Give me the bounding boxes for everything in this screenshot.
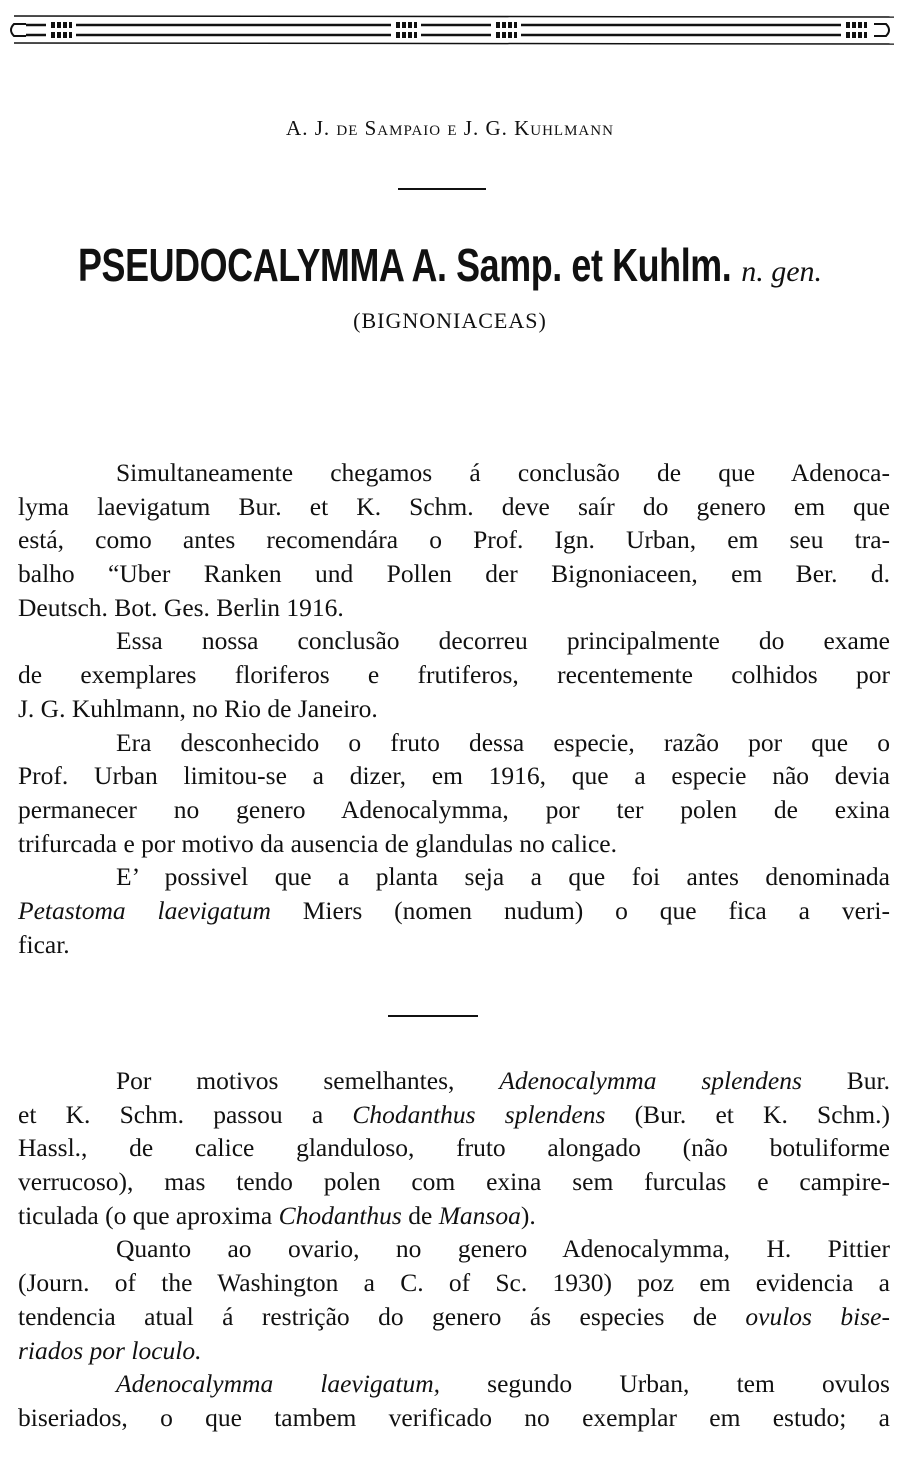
text-segment: ficar. xyxy=(18,929,70,959)
text-segment: trifurcada e por motivo da ausencia de glandulas no calice. xyxy=(18,828,618,858)
text-segment: verrucoso), mas tendo polen com exina sem furculas e campire- xyxy=(18,1167,890,1197)
text-line xyxy=(18,557,890,591)
text-line xyxy=(18,1232,890,1266)
text-line xyxy=(18,726,890,760)
text-segment: de exemplares floriferos e frutiferos, recentemente colhidos por xyxy=(18,660,890,690)
text-line xyxy=(18,1300,890,1334)
text-line xyxy=(18,591,890,625)
text-segment: permanecer no genero Adenocalymma, por ter polen de exina xyxy=(18,794,890,824)
text-segment: segundo Urban, tem ovulos xyxy=(440,1369,890,1399)
text-segment: J. G. Kuhlmann, no Rio de Janeiro. xyxy=(18,693,378,723)
text-line xyxy=(18,793,890,827)
text-line xyxy=(18,456,890,490)
text-segment: Quanto ao ovario, no genero Adenocalymma, H. Pittier xyxy=(116,1234,890,1264)
text-segment: (Journ. of the Washington a C. of Sc. 1930) poz em evidencia a xyxy=(18,1268,890,1298)
divider xyxy=(388,1015,478,1017)
divider xyxy=(398,188,486,190)
italic-text: ovulos bise- xyxy=(745,1301,890,1331)
text-segment: lyma laevigatum Bur. et K. Schm. deve saír do genero em que xyxy=(18,491,890,521)
text-segment: está, como antes recomendára o Prof. Ign. Urban, em seu tra- xyxy=(18,525,890,555)
text-segment: Bur. xyxy=(801,1066,891,1095)
genus-title: PSEUDOCALYMMA A. Samp. et Kuhlm. xyxy=(77,239,732,291)
text-segment: balho “Uber Ranken und Pollen der Bignoniaceen, em Ber. d. xyxy=(18,559,890,589)
italic-text: riados por loculo. xyxy=(18,1335,202,1365)
text-segment: Miers (nomen nudum) o que fica a veri- xyxy=(270,895,890,925)
italic-text: Mansoa xyxy=(438,1200,521,1230)
text-line xyxy=(18,827,890,861)
text-segment: Era desconhecido o fruto dessa especie, razão por que o xyxy=(116,727,890,757)
text-segment: tendencia atual á restrição do genero ás especies de xyxy=(18,1301,746,1331)
family-name: (BIGNONIACEAS) xyxy=(353,308,547,333)
text-line xyxy=(18,624,890,658)
authors: A. J. de Sampaio e J. G. Kuhlmann xyxy=(286,116,614,140)
text-line xyxy=(18,1367,890,1401)
text-segment: Prof. Urban limitou-se a dizer, em 1916, que a especie não devia xyxy=(18,761,890,791)
text-line xyxy=(18,658,890,692)
italic-text: Adenocalymma laevigatum, xyxy=(116,1369,441,1399)
text-line xyxy=(18,1401,890,1435)
text-segment: E’ possivel que a planta seja a que foi antes denominada xyxy=(116,862,890,892)
text-segment: de xyxy=(401,1200,439,1230)
section-1-text xyxy=(18,456,890,961)
text-segment: ticulada (o que aproxima xyxy=(18,1200,279,1230)
text-line xyxy=(18,692,890,726)
text-segment: Por motivos semelhantes, xyxy=(116,1066,500,1095)
text-line xyxy=(18,1334,890,1368)
text-line xyxy=(18,928,890,962)
text-line xyxy=(18,1098,890,1132)
text-line xyxy=(18,894,890,928)
text-line xyxy=(18,1165,890,1199)
text-line xyxy=(18,759,890,793)
new-genus-label: n. gen. xyxy=(741,255,823,288)
text-line xyxy=(18,1199,890,1233)
italic-text: Petastoma laevigatum xyxy=(18,895,271,925)
text-line xyxy=(18,490,890,524)
text-line xyxy=(18,860,890,894)
text-segment: Simultaneamente chegamos á conclusão de que Adenoca- xyxy=(116,458,890,487)
article-title xyxy=(0,238,900,292)
italic-text: Chodanthus splendens xyxy=(352,1099,606,1129)
text-segment: Hassl., de calice glanduloso, fruto alongado (não botuliforme xyxy=(18,1133,890,1163)
section-2-text xyxy=(18,1064,890,1435)
text-segment: (Bur. et K. Schm.) xyxy=(605,1099,890,1129)
italic-text: Chodanthus xyxy=(278,1200,402,1230)
decorative-border-ornament xyxy=(6,14,896,46)
text-segment: biseriados, o que tambem verificado no exemplar em estudo; a xyxy=(18,1402,890,1432)
text-line xyxy=(18,523,890,557)
text-line xyxy=(18,1266,890,1300)
text-segment: Deutsch. Bot. Ges. Berlin 1916. xyxy=(18,592,344,622)
text-line xyxy=(18,1131,890,1165)
italic-text: Adenocalymma splendens xyxy=(499,1066,802,1095)
text-segment: Essa nossa conclusão decorreu principalmente do exame xyxy=(116,626,890,656)
text-segment: et K. Schm. passou a xyxy=(18,1099,353,1129)
text-line xyxy=(18,1064,890,1098)
text-segment: ). xyxy=(520,1200,536,1230)
